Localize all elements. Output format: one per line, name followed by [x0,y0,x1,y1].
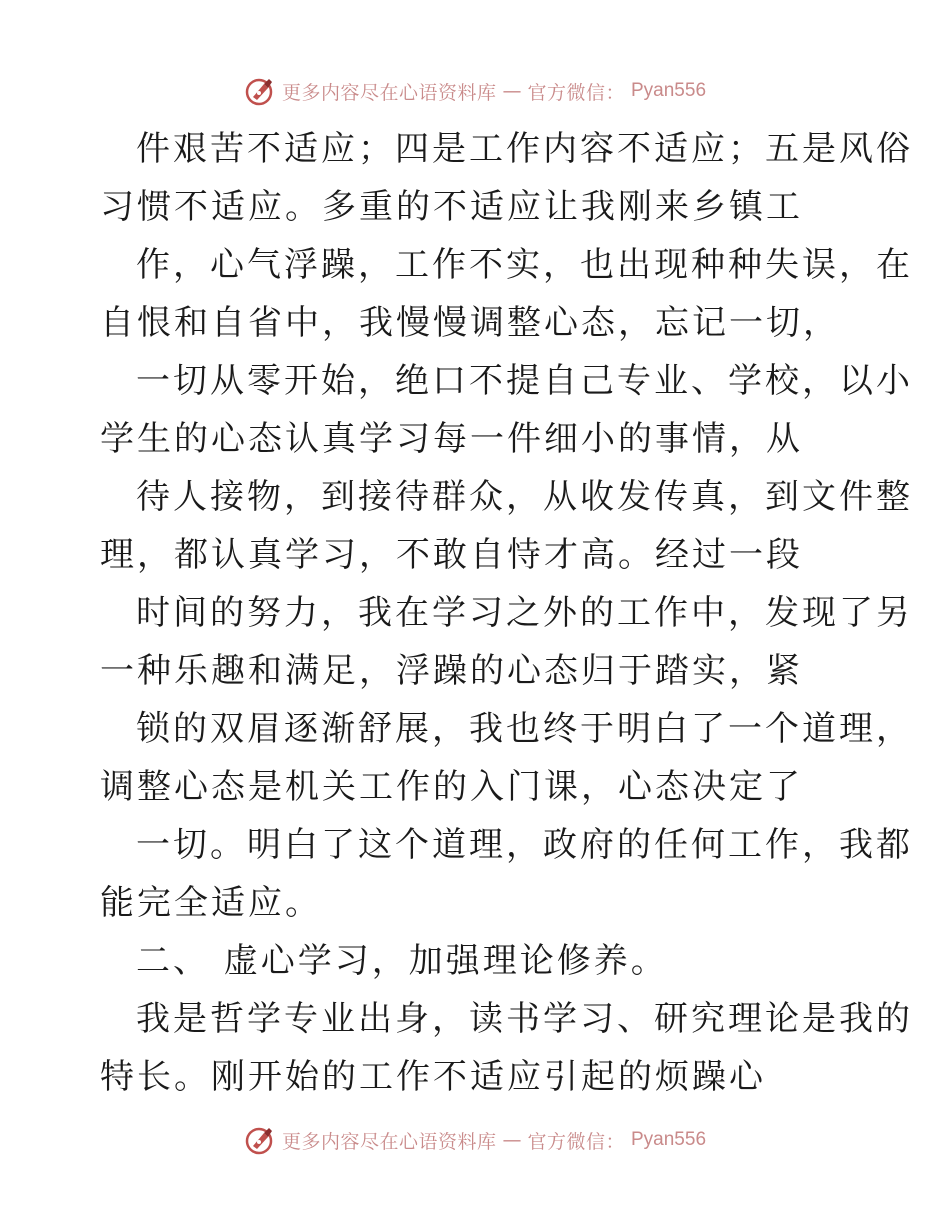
text-line: 时间的努力，我在学习之外的工作中，发现了另 [136,593,913,633]
watermark-separator: — [502,1129,522,1151]
watermark-footer [0,1120,950,1160]
watermark-contact-label: 官方微信： [527,81,625,104]
text-line: 一种乐趣和满足，浮躁的心态归于踏实，紧 [100,651,803,691]
text-line: 锁的双眉逐渐舒展，我也终于明白了一个道理， [136,709,913,749]
text-line: 调整心态是机关工作的入门课，心态决定了 [100,767,803,807]
watermark-header [0,71,950,111]
text-line: 学生的心态认真学习每一件细小的事情，从 [100,419,803,459]
text-line: 能完全适应。 [100,883,322,923]
text-line: 自恨和自省中，我慢慢调整心态，忘记一切， [100,303,840,343]
section-heading: 二、 虚心学习，加强理论修养。 [136,941,668,981]
text-line: 特长。刚开始的工作不适应引起的烦躁心 [100,1057,766,1097]
watermark-contact-id: Pyan556 [631,1129,707,1150]
text-line: 理，都认真学习，不敢自恃才高。经过一段 [100,535,803,575]
watermark-text: 更多内容尽在心语资料库 [281,81,497,104]
text-line: 件艰苦不适应；四是工作内容不适应；五是风俗 [136,129,913,169]
text-line: 一切。明白了这个道理，政府的任何工作，我都 [136,825,913,865]
text-line: 一切从零开始，绝口不提自己专业、学校，以小 [136,361,913,401]
watermark-contact-id: Pyan556 [631,80,707,101]
watermark-text: 更多内容尽在心语资料库 [281,1130,497,1153]
text-line: 作，心气浮躁，工作不实，也出现种种失误，在 [136,245,913,285]
pen-nib-circle-icon [244,75,276,107]
pen-nib-circle-icon [244,1124,276,1156]
text-line: 习惯不适应。多重的不适应让我刚来乡镇工 [100,187,803,227]
text-line: 待人接物，到接待群众，从收发传真，到文件整 [136,477,913,517]
watermark-contact-label: 官方微信： [527,1130,625,1153]
text-line: 我是哲学专业出身，读书学习、研究理论是我的 [136,999,913,1039]
watermark-separator: — [502,80,522,102]
